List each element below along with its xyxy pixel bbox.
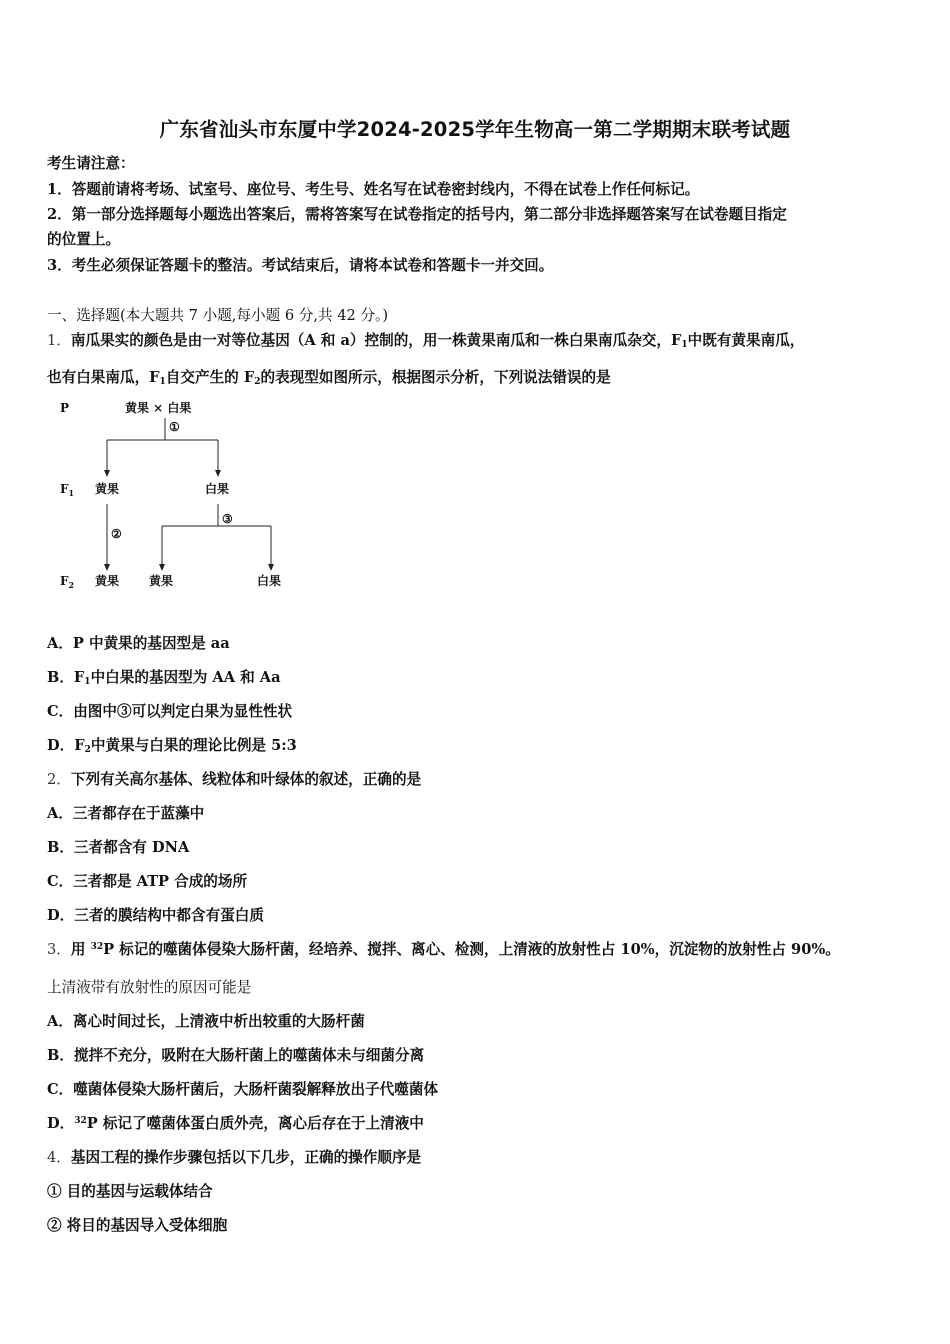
q1-stem-d-sub: 2 — [254, 377, 261, 387]
q1-option-b-sub: 1 — [84, 677, 91, 687]
diagram-cross: 黄果 × 白果 — [125, 401, 192, 415]
diagram-step3: ③ — [222, 512, 233, 526]
q1-option-d-post: 中黄果与白果的理论比例是 5:3 — [90, 737, 297, 754]
q2-stem — [47, 768, 421, 789]
notice-item-2: 2．第一部分选择题每小题选出答案后，需将答案写在试卷指定的括号内，第二部分非选择题答案写在试卷题目指定 — [47, 206, 787, 223]
q3-option-d-sup: 32 — [74, 1116, 87, 1126]
section-heading: 一、选择题(本大题共 7 小题,每小题 6 分,共 42 分。) — [47, 307, 389, 324]
q1-stem-line2 — [47, 366, 611, 387]
notice-heading: 考生请注意： — [47, 155, 135, 172]
q1-number: 1． — [47, 332, 71, 349]
q1-option-a: A．P 中黄果的基因型是 aa — [47, 635, 230, 652]
diagram-f2-label: $F_2$ — [60, 574, 75, 590]
q3-stem-post: P 标记的噬菌体侵染大肠杆菌，经培养、搅拌、离心、检测，上清液的放射性占 10%，沉淀物的放射性占 90%。 — [103, 941, 840, 958]
notice-item-1: 1．答题前请将考场、试室号、座位号、考生号、姓名写在试卷密封线内，不得在试卷上作任何标记。 — [47, 181, 700, 198]
diagram-f1-label: $F_1$ — [60, 482, 75, 498]
q1-stem-d: 自交产生的 F — [165, 369, 255, 386]
q1-option-d-pre: D．F — [47, 737, 85, 754]
q2-option-a: A．三者都存在于蓝藻中 — [47, 805, 205, 822]
q4-stem-text: 基因工程的操作步骤包括以下几步，正确的操作顺序是 — [70, 1149, 422, 1166]
q4-stem — [47, 1146, 421, 1167]
genetic-cross-diagram — [55, 392, 315, 602]
q2-option-b: B．三者都含有 DNA — [47, 839, 190, 856]
q1-stem-c: 也有白果南瓜，F — [47, 369, 160, 386]
q1-stem-line1 — [47, 329, 804, 350]
q3-number: 3． — [47, 941, 71, 958]
q3-stem-sup: 32 — [90, 942, 104, 952]
arrow-head — [104, 564, 110, 571]
diagram-step2: ② — [111, 527, 122, 541]
page-title: 广东省汕头市东厦中学2024-2025学年生物高一第二学期期末联考试题 — [159, 118, 791, 141]
q2-number: 2． — [47, 771, 71, 788]
diagram-f2-yellow-1: 黄果 — [95, 574, 120, 588]
q3-option-d — [47, 1112, 424, 1133]
q3-option-b: B．搅拌不充分，吸附在大肠杆菌上的噬菌体未与细菌分离 — [47, 1047, 425, 1064]
q2-option-d: D．三者的膜结构中都含有蛋白质 — [47, 907, 264, 924]
q3-stem-line2: 上清液带有放射性的原因可能是 — [47, 979, 252, 996]
q3-option-d-post: P 标记了噬菌体蛋白质外壳，离心后存在于上清液中 — [86, 1115, 424, 1132]
q1-option-d — [47, 734, 297, 755]
diagram-f1-yellow: 黄果 — [95, 482, 120, 496]
notice-item-2-cont: 的位置上。 — [47, 231, 120, 248]
q4-number: 4． — [47, 1149, 71, 1166]
q3-stem-line1 — [47, 938, 840, 959]
q3-option-c: C．噬菌体侵染大肠杆菌后，大肠杆菌裂解释放出子代噬菌体 — [47, 1081, 439, 1098]
diagram-p-label: P — [60, 401, 70, 415]
q4-step-2: ② 将目的基因导入受体细胞 — [47, 1217, 228, 1234]
diagram-f2-yellow-2: 黄果 — [149, 574, 174, 588]
q1-stem-a: 南瓜果实的颜色是由一对等位基因（A 和 a）控制的，用一株黄果南瓜和一株白果南瓜杂交，F — [70, 332, 682, 349]
q1-option-b — [47, 666, 281, 687]
q1-stem-b: 中既有黄果南瓜， — [687, 332, 805, 349]
arrow-head — [104, 470, 110, 477]
q1-option-b-post: 中白果的基因型为 AA 和 Aa — [90, 669, 281, 686]
diagram-f2-white: 白果 — [257, 574, 282, 588]
q1-option-b-pre: B．F — [47, 669, 85, 686]
q3-option-d-pre: D． — [47, 1115, 75, 1132]
arrow-head — [268, 564, 274, 571]
q4-step-1: ① 目的基因与运载体结合 — [47, 1183, 213, 1200]
arrow-head — [159, 564, 165, 571]
q1-stem-e: 的表现型如图所示，根据图示分析，下列说法错误的是 — [260, 369, 611, 386]
q2-stem-text: 下列有关高尔基体、线粒体和叶绿体的叙述，正确的是 — [70, 771, 422, 788]
q1-option-c: C．由图中③可以判定白果为显性性状 — [47, 703, 293, 720]
diagram-f1-white: 白果 — [205, 482, 230, 496]
diagram-step1: ① — [169, 420, 180, 434]
arrow-head — [215, 470, 221, 477]
q2-option-c: C．三者都是 ATP 合成的场所 — [47, 873, 248, 890]
q1-stem-a-sub: 1 — [681, 340, 688, 350]
notice-item-3: 3．考生必须保证答题卡的整洁。考试结束后，请将本试卷和答题卡一并交回。 — [47, 257, 554, 274]
q3-option-a: A．离心时间过长，上清液中析出较重的大肠杆菌 — [47, 1013, 365, 1030]
q3-stem-pre: 用 — [70, 941, 91, 958]
q1-option-d-sub: 2 — [84, 745, 91, 755]
q1-stem-c-sub: 1 — [159, 377, 166, 387]
